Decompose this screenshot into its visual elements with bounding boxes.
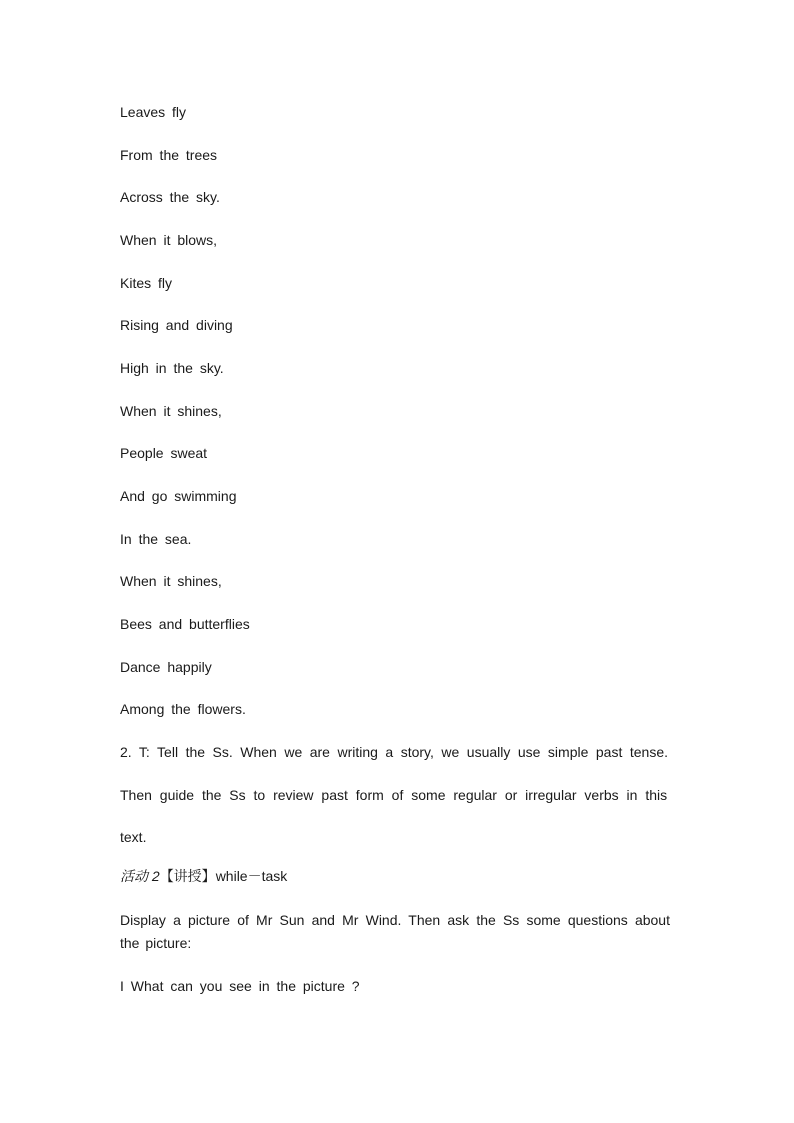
poem-line: Rising and diving bbox=[120, 317, 233, 333]
poem-line: And go swimming bbox=[120, 488, 237, 504]
activity-heading bbox=[120, 867, 287, 885]
question-line: I What can you see in the picture ? bbox=[120, 978, 360, 994]
poem-line: Leaves fly bbox=[120, 104, 187, 120]
activity-label: 活动 2 bbox=[120, 868, 160, 884]
poem-line: When it shines, bbox=[120, 573, 222, 589]
step2-line-2: Then guide the Ss to review past form of some regular or irregular verbs in this bbox=[120, 787, 668, 803]
activity-tag: 【讲授】 bbox=[159, 868, 216, 884]
poem-line: Across the sky. bbox=[120, 189, 220, 205]
step2-line-3: text. bbox=[120, 829, 147, 845]
poem-line: Bees and butterflies bbox=[120, 616, 250, 632]
poem-line: Dance happily bbox=[120, 659, 212, 675]
step2-line-1: 2. T: Tell the Ss. When we are writing a story, we usually use simple past tense. bbox=[120, 744, 668, 760]
poem-line: From the trees bbox=[120, 147, 218, 163]
display-paragraph: Display a picture of Mr Sun and Mr Wind. Then ask the Ss some questions about the picture: bbox=[120, 912, 670, 951]
poem-line: When it blows, bbox=[120, 232, 218, 248]
activity-stage: while－task bbox=[215, 868, 288, 884]
poem-line: When it shines, bbox=[120, 403, 222, 419]
poem-line: People sweat bbox=[120, 445, 208, 461]
poem-line: Kites fly bbox=[120, 275, 173, 291]
poem-line: High in the sky. bbox=[120, 360, 224, 376]
poem-line: In the sea. bbox=[120, 531, 192, 547]
poem-line: Among the flowers. bbox=[120, 701, 246, 717]
